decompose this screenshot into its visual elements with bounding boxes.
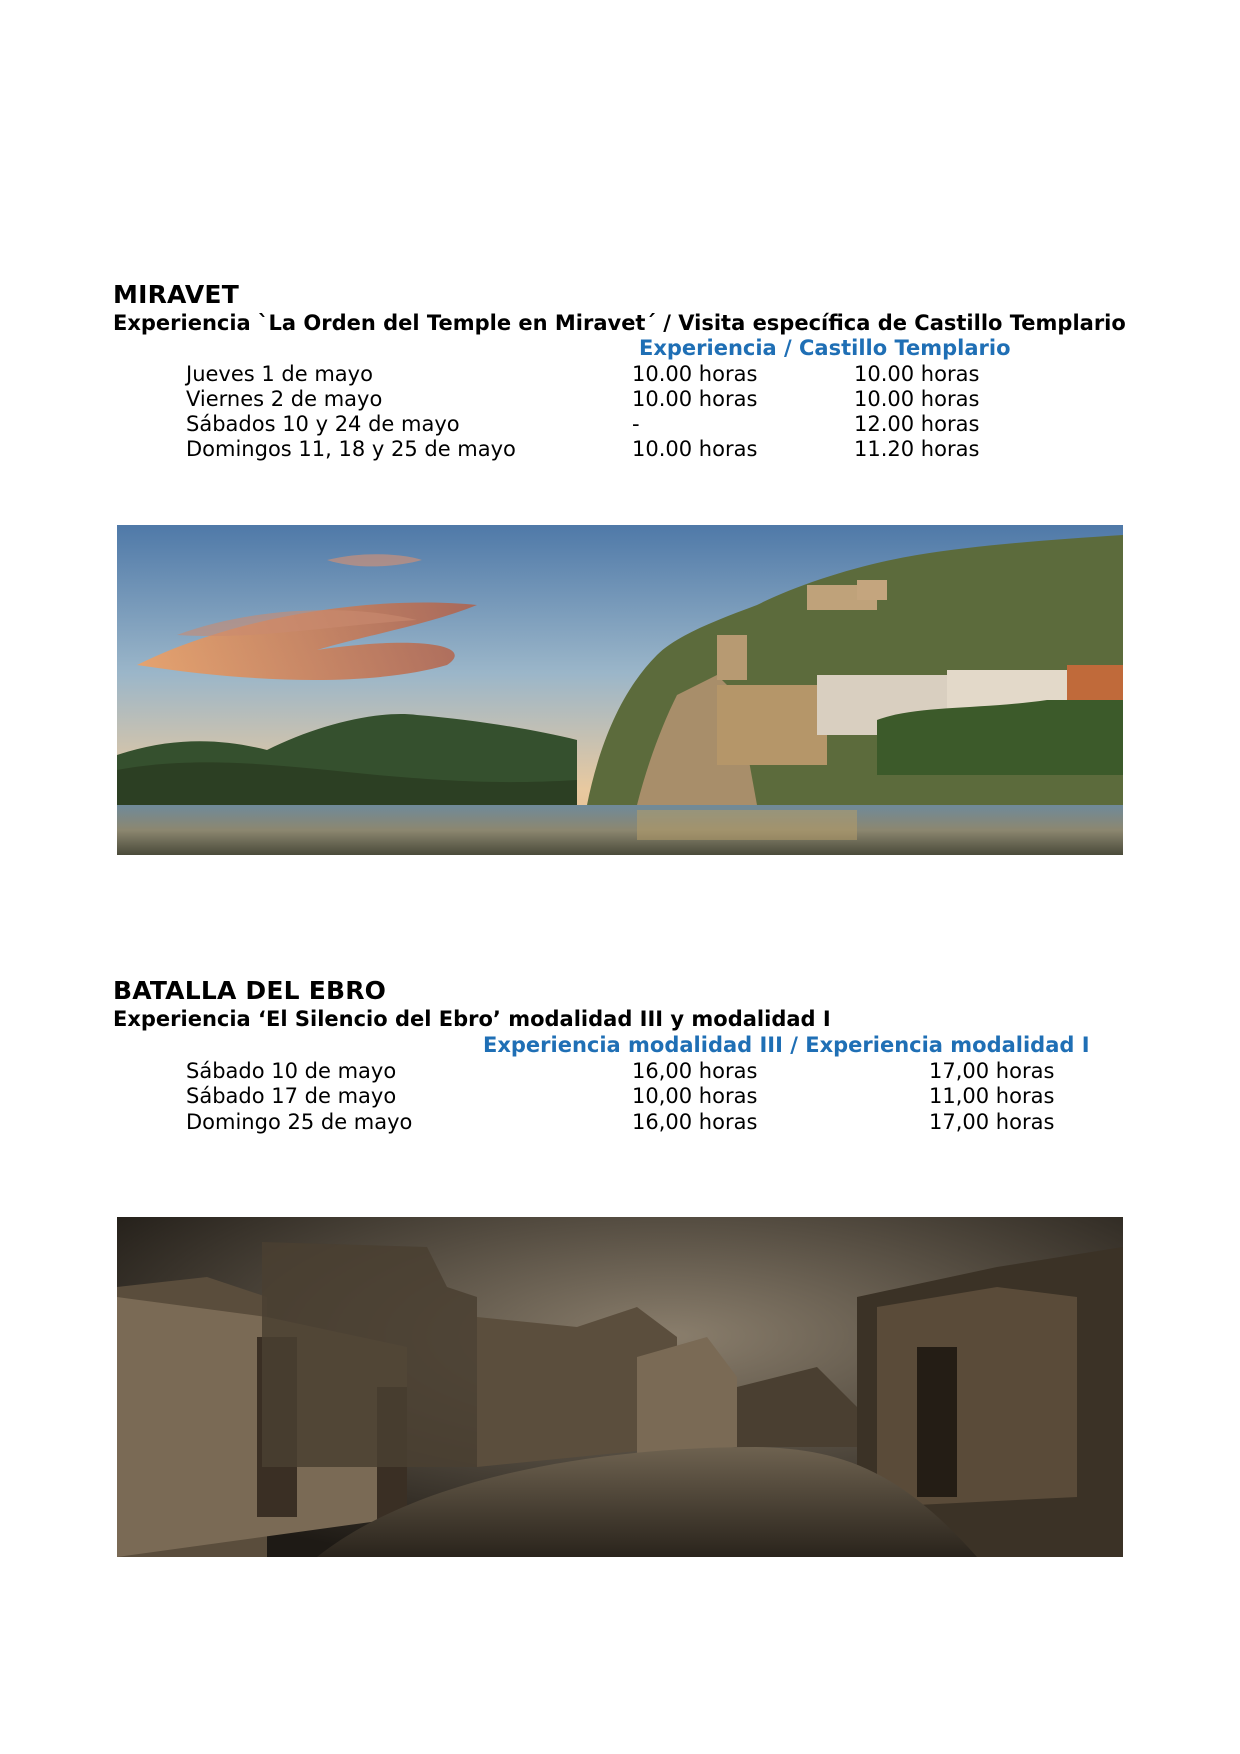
ebro-row-3-day: Domingo 25 de mayo	[186, 1110, 413, 1134]
ebro-row-1-modalidad-i: 17,00 horas	[929, 1059, 1055, 1083]
miravet-row-1-experiencia: 10.00 horas	[632, 362, 758, 386]
miravet-row-1-day: Jueves 1 de mayo	[186, 362, 373, 386]
miravet-row-1-castillo: 10.00 horas	[854, 362, 980, 386]
miravet-row-4-castillo: 11.20 horas	[854, 437, 980, 461]
miravet-subtitle: Experiencia `La Orden del Temple en Miravet´ / Visita específica de Castillo Templario	[113, 311, 1126, 335]
miravet-photo	[117, 525, 1123, 855]
miravet-row-4-experiencia: 10.00 horas	[632, 437, 758, 461]
miravet-row-4-day: Domingos 11, 18 y 25 de mayo	[186, 437, 516, 461]
miravet-row-3-castillo: 12.00 horas	[854, 412, 980, 436]
ebro-row-1-modalidad-iii: 16,00 horas	[632, 1059, 758, 1083]
ebro-subtitle: Experiencia ‘El Silencio del Ebro’ modalidad III y modalidad I	[113, 1007, 831, 1031]
miravet-title: MIRAVET	[113, 280, 239, 309]
miravet-row-2-day: Viernes 2 de mayo	[186, 387, 383, 411]
ebro-row-3-modalidad-i: 17,00 horas	[929, 1110, 1055, 1134]
ebro-row-2-modalidad-i: 11,00 horas	[929, 1084, 1055, 1108]
miravet-row-2-castillo: 10.00 horas	[854, 387, 980, 411]
ebro-row-3-modalidad-iii: 16,00 horas	[632, 1110, 758, 1134]
miravet-column-header: Experiencia / Castillo Templario	[639, 336, 1011, 360]
ebro-row-2-modalidad-iii: 10,00 horas	[632, 1084, 758, 1108]
miravet-row-3-experiencia: -	[632, 412, 640, 436]
ebro-column-header: Experiencia modalidad III / Experiencia modalidad I	[483, 1033, 1090, 1057]
ebro-ruins-photo	[117, 1217, 1123, 1557]
miravet-row-2-experiencia: 10.00 horas	[632, 387, 758, 411]
ebro-row-2-day: Sábado 17 de mayo	[186, 1084, 397, 1108]
ebro-title: BATALLA DEL EBRO	[113, 976, 387, 1005]
miravet-row-3-day: Sábados 10 y 24 de mayo	[186, 412, 460, 436]
ebro-row-1-day: Sábado 10 de mayo	[186, 1059, 397, 1083]
